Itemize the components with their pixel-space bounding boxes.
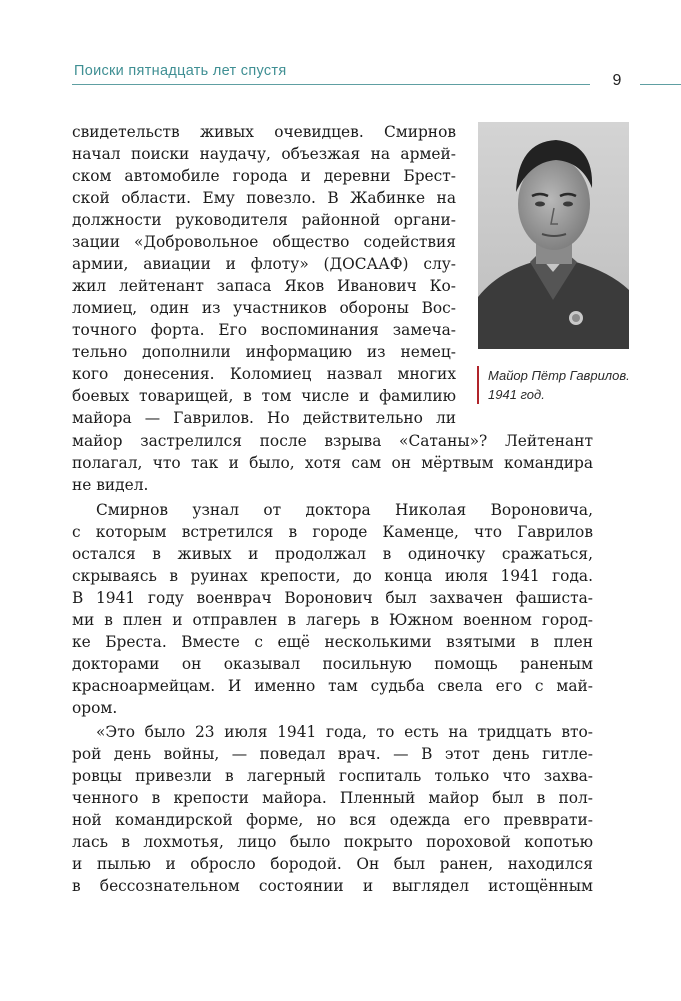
text-line: красноармейцам. И именно там судьба свела его с май- <box>72 677 593 695</box>
text-line: свидетельств живых очевидцев. Смирнов <box>72 123 456 141</box>
text-line: должности руководителя районной органи- <box>72 211 456 229</box>
text-line: начал поиски наудачу, объезжая на армей- <box>72 145 456 163</box>
text-line: лась в лохмотья, лицо было покрыто пороховой копотью <box>72 833 593 851</box>
page-number: 9 <box>612 72 622 89</box>
text-line: рой день войны, — поведал врач. — В этот день гитле- <box>72 745 593 763</box>
text-line: зации «Добровольное общество содействия <box>72 233 456 251</box>
text-line: остался в живых и продолжал в одиночку сражаться, <box>72 545 593 563</box>
text-line: ором. <box>72 699 118 717</box>
photo-caption <box>477 366 653 404</box>
text-line: боевых товарищей, в том числе и фамилию <box>72 387 456 405</box>
text-line: докторами он оказывал посильную помощь раненым <box>72 655 593 673</box>
text-line: ми в плен и отправлен в лагерь в Южном военном город- <box>72 611 593 629</box>
header-rule-left <box>72 84 590 85</box>
text-line: ченного в крепости майора. Пленный майор был в пол- <box>72 789 593 807</box>
text-line: ке Бреста. Вместе с ещё несколькими взятыми в плен <box>72 633 593 651</box>
caption-line: 1941 год. <box>488 387 545 402</box>
header-rule-right <box>640 84 681 85</box>
text-line: армии, авиации и флоту» (ДОСААФ) слу- <box>72 255 456 273</box>
text-line: тельно дополнили информацию из немец- <box>72 343 456 361</box>
portrait-photo <box>478 122 629 349</box>
text-line: ломиец, один из участников обороны Вос- <box>72 299 456 317</box>
text-line: и пылью и обросло бородой. Он был ранен, находился <box>72 855 593 873</box>
text-line: с которым встретился в городе Каменце, что Гаврилов <box>72 523 593 541</box>
text-line: ной командирской форме, но вся одежда его превврати- <box>72 811 593 829</box>
text-line: майора — Гаврилов. Но действительно ли <box>72 409 456 427</box>
text-line: Смирнов узнал от доктора Николая Вороновича, <box>96 501 593 519</box>
text-line: ровцы привезли в лагерный госпиталь только что захва- <box>72 767 593 785</box>
text-line: не видел. <box>72 476 149 494</box>
text-line: кого донесения. Коломиец назвал многих <box>72 365 456 383</box>
text-line: в бессознательном состоянии и выглядел истощённым <box>72 877 593 895</box>
text-line: ском автомобиле города и деревни Брест- <box>72 167 456 185</box>
text-line: точного форта. Его воспоминания замеча- <box>72 321 456 339</box>
text-line: «Это было 23 июля 1941 года, то есть на тридцать вто- <box>96 723 593 741</box>
caption-line: Майор Пётр Гаврилов. <box>488 368 630 383</box>
text-line: полагал, что так и было, хотя сам он мёртвым командира <box>72 454 593 472</box>
text-line: жил лейтенант запаса Яков Иванович Ко- <box>72 277 456 295</box>
text-line: В 1941 году военврач Воронович был захвачен фашиста- <box>72 589 593 607</box>
text-line: майор застрелился после взрыва «Сатаны»? Лейтенант <box>72 432 593 450</box>
text-line: скрываясь в руинах крепости, до конца июля 1941 года. <box>72 567 593 585</box>
running-header-title: Поиски пятнадцать лет спустя <box>74 63 287 79</box>
text-line: ской области. Ему повезло. В Жабинке на <box>72 189 456 207</box>
